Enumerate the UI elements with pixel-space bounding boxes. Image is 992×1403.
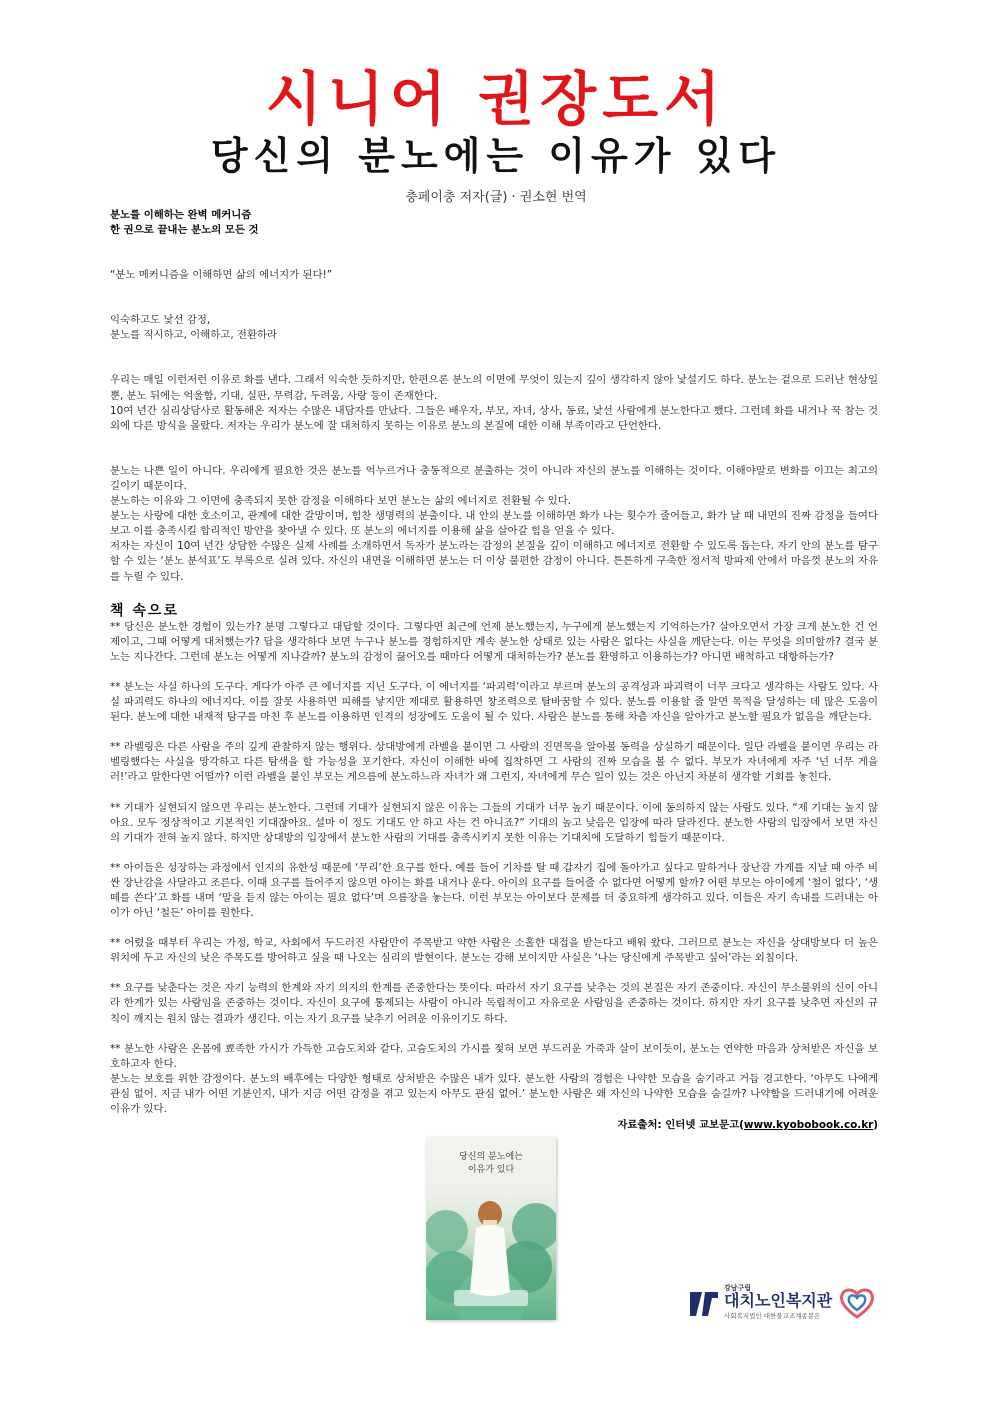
tagline: 분노를 이해하는 완벽 메커니즘 [110, 209, 252, 221]
source-suffix: ) [873, 1119, 878, 1132]
intro-line: 익숙하고도 낯선 감정, [110, 314, 211, 327]
org-symbol-icon [688, 1286, 720, 1320]
book-title: 당신의 분노에는 이유가 있다 [210, 134, 782, 178]
excerpt: ** 당신은 분노한 경험이 있는가? 분명 그렇다고 대답할 것이다. 그렇다면 최근에 언제 분노했는지, 누구에게 분노했는지 기억하는가? 살아오면서 가장 크게 분노한 건 언제이고, 그때 어떻게 대처했는가? 답을 생각하다 보면 누구나 분노를 경험하지만 계속 분노한 상태로 있는 사람은 없다는 사실을 깨닫는다. 이는 무엇을 의미할까? 결국 분노는 지나간다. 그런데 분노는 어떻게 지나갈까? 분노의 감정이 끓어오를 때마다 어떻게 대처하는가? 분노를 환영하고 이용하는가? 아니면 배척하고 대항하는가? [110, 620, 878, 663]
intro-line: 분노를 직시하고, 이해하고, 전환하라 [110, 329, 278, 342]
excerpt: ** 분노한 사람은 온몸에 뾰족한 가시가 가득한 고슴도치와 같다. 고슴도치의 가시를 젖혀 보면 부드러운 가죽과 살이 보이듯이, 분노는 연약한 마음과 상처받은 자신을 보호하고자 한다. [110, 1042, 878, 1070]
page-title: 시니어 권장도서 [265, 65, 727, 133]
paragraph: 분노는 나쁜 일이 아니다. 우리에게 필요한 것은 분노를 억누르거나 충동적으로 분출하는 것이 아니라 자신의 분노를 이해하는 것이다. 이해야말로 변화를 이끄는 최고의 길이기 때문이다. [110, 464, 878, 492]
excerpt: ** 라벨링은 다른 사람을 주의 깊게 관찰하지 않는 행위다. 상대방에게 라벨을 붙이면 그 사람의 진면목을 알아볼 동력을 상실하기 때문이다. 일단 라벨을 붙이면 우리는 라벨링했다는 사실을 망각하고 다른 탐색을 할 가능성을 포기한다. 자신이 이해한 바에 집착하면 그 사람의 진짜 모습을 볼 수 없다. 부모가 자녀에게 자주 ‘넌 너무 게을러!’라고 말한다면 어떨까? 이런 라벨을 붙인 부모는 게으름에 분노하느라 자녀가 왜 그런지, 자녀에게 무슨 일이 있는 것은 아닌지 차분히 생각할 기회를 놓친다. [110, 741, 878, 784]
cover-illustration [426, 1192, 556, 1320]
cover-title-line: 당신의 분노에는 [459, 1152, 523, 1162]
byline: 충페이충 저자(글) · 권소현 번역 [405, 190, 587, 205]
paragraph: 분노하는 이유와 그 이면에 충족되지 못한 감정을 이해하다 보면 분노는 삶의 에너지로 전환될 수 있다. [110, 495, 572, 508]
organization-logo [688, 1282, 878, 1326]
paragraph: 우리는 매일 이런저런 이유로 화를 낸다. 그래서 익숙한 듯하지만, 한편으론 분노의 이면에 무엇이 있는지 깊이 생각하지 않아 낯설기도 하다. 분노는 겉으로 드러난 현상일 뿐, 분노 뒤에는 억울함, 기대, 실판, 무력감, 두려움, 사랑 등이 존재한다. [110, 374, 878, 402]
excerpt: ** 아이들은 성장하는 과정에서 인지의 유한성 때문에 ‘무리’한 요구를 한다. 예를 들어 기차를 탈 때 갑자기 집에 돌아가고 싶다고 말하거나 장난감 가게를 지날 때 아주 비싼 장난감을 사달라고 조른다. 이때 요구를 들어주지 않으면 아이는 화를 내거나 운다. 아이의 요구를 들어줄 수 없다면 어떻게 할까? 어떤 부모는 아이에게 ‘철이 없다’, ‘생떼를 쓴다’고 화를 내며 ‘말을 듣지 않는 아이는 필요 없다’며 으름장을 놓는다. 이런 부모는 아이보다 문제를 더 중요하게 생각하고 있다. 이들은 자기 속내를 드러내는 아이가 아닌 ‘철든’ 아이를 원한다. [110, 861, 878, 920]
section-title: 책 속으로 [110, 602, 179, 619]
excerpt: ** 분노는 사실 하나의 도구다. 게다가 아주 큰 에너지를 지닌 도구다. 이 에너지를 ‘파괴력’이라고 부르며 분노의 공격성과 파괴력이 너무 크다고 생각하는 사람도 있다. 사실 파괴력도 하나의 에너지다. 이를 잘못 사용하면 피해를 낳지만 제대로 활용하면 창조력으로 탈바꿈할 수 있다. 분노를 이용할 줄 알면 목적을 달성하는 데 많은 도움이 된다. 분노에 대한 내재적 탐구를 마친 후 분노를 이용하면 인격의 성장에도 도움이 될 수 있다. 사람은 분노를 통해 차츰 자신을 알아가고 분노할 필요가 없음을 깨닫는다. [110, 680, 878, 724]
cover-title [426, 1151, 556, 1177]
paragraph: 10여 년간 심리상담사로 활동해온 저자는 수많은 내담자를 만났다. 그들은 배우자, 부모, 자녀, 상사, 동료, 낯선 사람에게 분노한다고 했다. 그런데 화를 내거나 꾹 참는 것 외에 다른 방식을 몰랐다. 저자는 우리가 분노에 잘 대처하지 못하는 이유로 분노의 본질에 대한 이해 부족이라고 단언한다. [110, 404, 878, 432]
org-name: 대치노인복지관 [724, 1291, 833, 1310]
excerpt: ** 어렸을 때부터 우리는 가정, 학교, 사회에서 두드러진 사람만이 주목받고 약한 사람은 소홀한 대접을 받는다고 배워 왔다. 그러므로 분노는 자신을 상대방보다 더 높은 위치에 두고 자신의 낮은 주목도를 방어하고 싶을 때 나오는 심리의 발현이다. 분노는 강해 보이지만 사실은 ‘나는 당신에게 주목받고 싶어’라는 외침이다. [110, 937, 878, 965]
tagline: 한 권으로 끝내는 분노의 모든 것 [110, 224, 259, 237]
paragraph: 저자는 자신이 10여 년간 상담한 수많은 실제 사례를 소개하면서 독자가 분노라는 감정의 본질을 깊이 이해하고 에너지로 전환할 수 있도록 돕는다. 자기 안의 분노를 탐구할 수 있는 ‘분노 분석표’도 부록으로 실려 있다. 자신의 내면을 이해하면 분노는 더 이상 불편한 감정이 아니다. 튼튼하게 구축한 정서적 방파제 안에서 마음껏 분노의 자유를 누릴 수 있다. [110, 540, 878, 583]
source-link[interactable]: www.kyobobook.co.kr [743, 1119, 874, 1132]
quote: “분노 메커니즘을 이해하면 삶의 에너지가 된다!” [110, 269, 333, 282]
source-prefix: 자료출처: 인터넷 교보문고( [617, 1119, 744, 1132]
excerpt: ** 요구를 낮춘다는 것은 자기 능력의 한계와 자기 의지의 한계를 존중한다는 뜻이다. 따라서 자기 요구를 낮추는 것의 본질은 자기 존중이다. 자신이 무소불위의 신이 아니라 한계가 있는 사람임을 존중하는 것이다. 자신이 요구에 통제되는 사람이 아니라 독립적이고 자유로운 사람임을 존중하는 것이다. 하지만 자기 요구를 낮추면 자신의 규칙이 깨지는 원치 않는 결과가 생긴다. 이는 자기 요구를 낮추기 어려운 이유이기도 하다. [110, 982, 878, 1025]
cover-title-line: 이유가 있다 [467, 1165, 515, 1175]
heart-icon [838, 1286, 876, 1320]
excerpt: 분노는 보호를 위한 감정이다. 분노의 배후에는 다양한 형태로 상처받은 수많은 내가 있다. 분노한 사람의 경험은 나약한 모습을 숨기라고 거듭 경고한다. ‘아무도 나에게 관심 없어. 지금 내가 어떤 기분인지, 내가 지금 어떤 감정을 겪고 있는지 아무도 관심 없어.’ 분노한 사람은 왜 자신의 나약한 모습을 숨길까? 나약함을 드러내기에 어려운 이유가 있다. [110, 1072, 878, 1116]
excerpt: ** 기대가 실현되지 않으면 우리는 분노한다. 그런데 기대가 실현되지 않은 이유는 그들의 기대가 너무 높기 때문이다. 이에 동의하지 않는 사람도 있다. “제 기대는 높지 않아요. 모두 정상적이고 기본적인 기대잖아요. 설마 이 정도 기대도 안 하고 사는 건 아니죠?” 기대의 높고 낮음은 입장에 따라 달라진다. 분노한 사람의 입장에서 보면 자신의 기대가 전혀 높지 않다. 하지만 상대방의 입장에서 분노한 사람의 기대를 충족시키지 못한 이유는 기대치에 도달하기 힘들기 때문이다. [110, 801, 878, 844]
paragraph: 분노는 사랑에 대한 호소이고, 관계에 대한 갈망이며, 힘찬 생명력의 분출이다. 내 안의 분노를 이해하면 화가 나는 횟수가 줄어들고, 화가 날 때 내면의 진짜 감정을 들여다보고 이를 충족시킬 합리적인 방안을 찾아낼 수 있다. 또 분노의 에너지를 이용해 삶을 살아갈 힘을 얻을 수 있다. [110, 510, 878, 538]
content-body [110, 208, 878, 1133]
book-cover-image [426, 1137, 556, 1320]
source-credit [110, 1118, 878, 1133]
org-district-label: 강남구립 [724, 1284, 752, 1292]
org-affiliation: 사회복지법인 대한불교조계종봉은 [724, 1312, 821, 1320]
